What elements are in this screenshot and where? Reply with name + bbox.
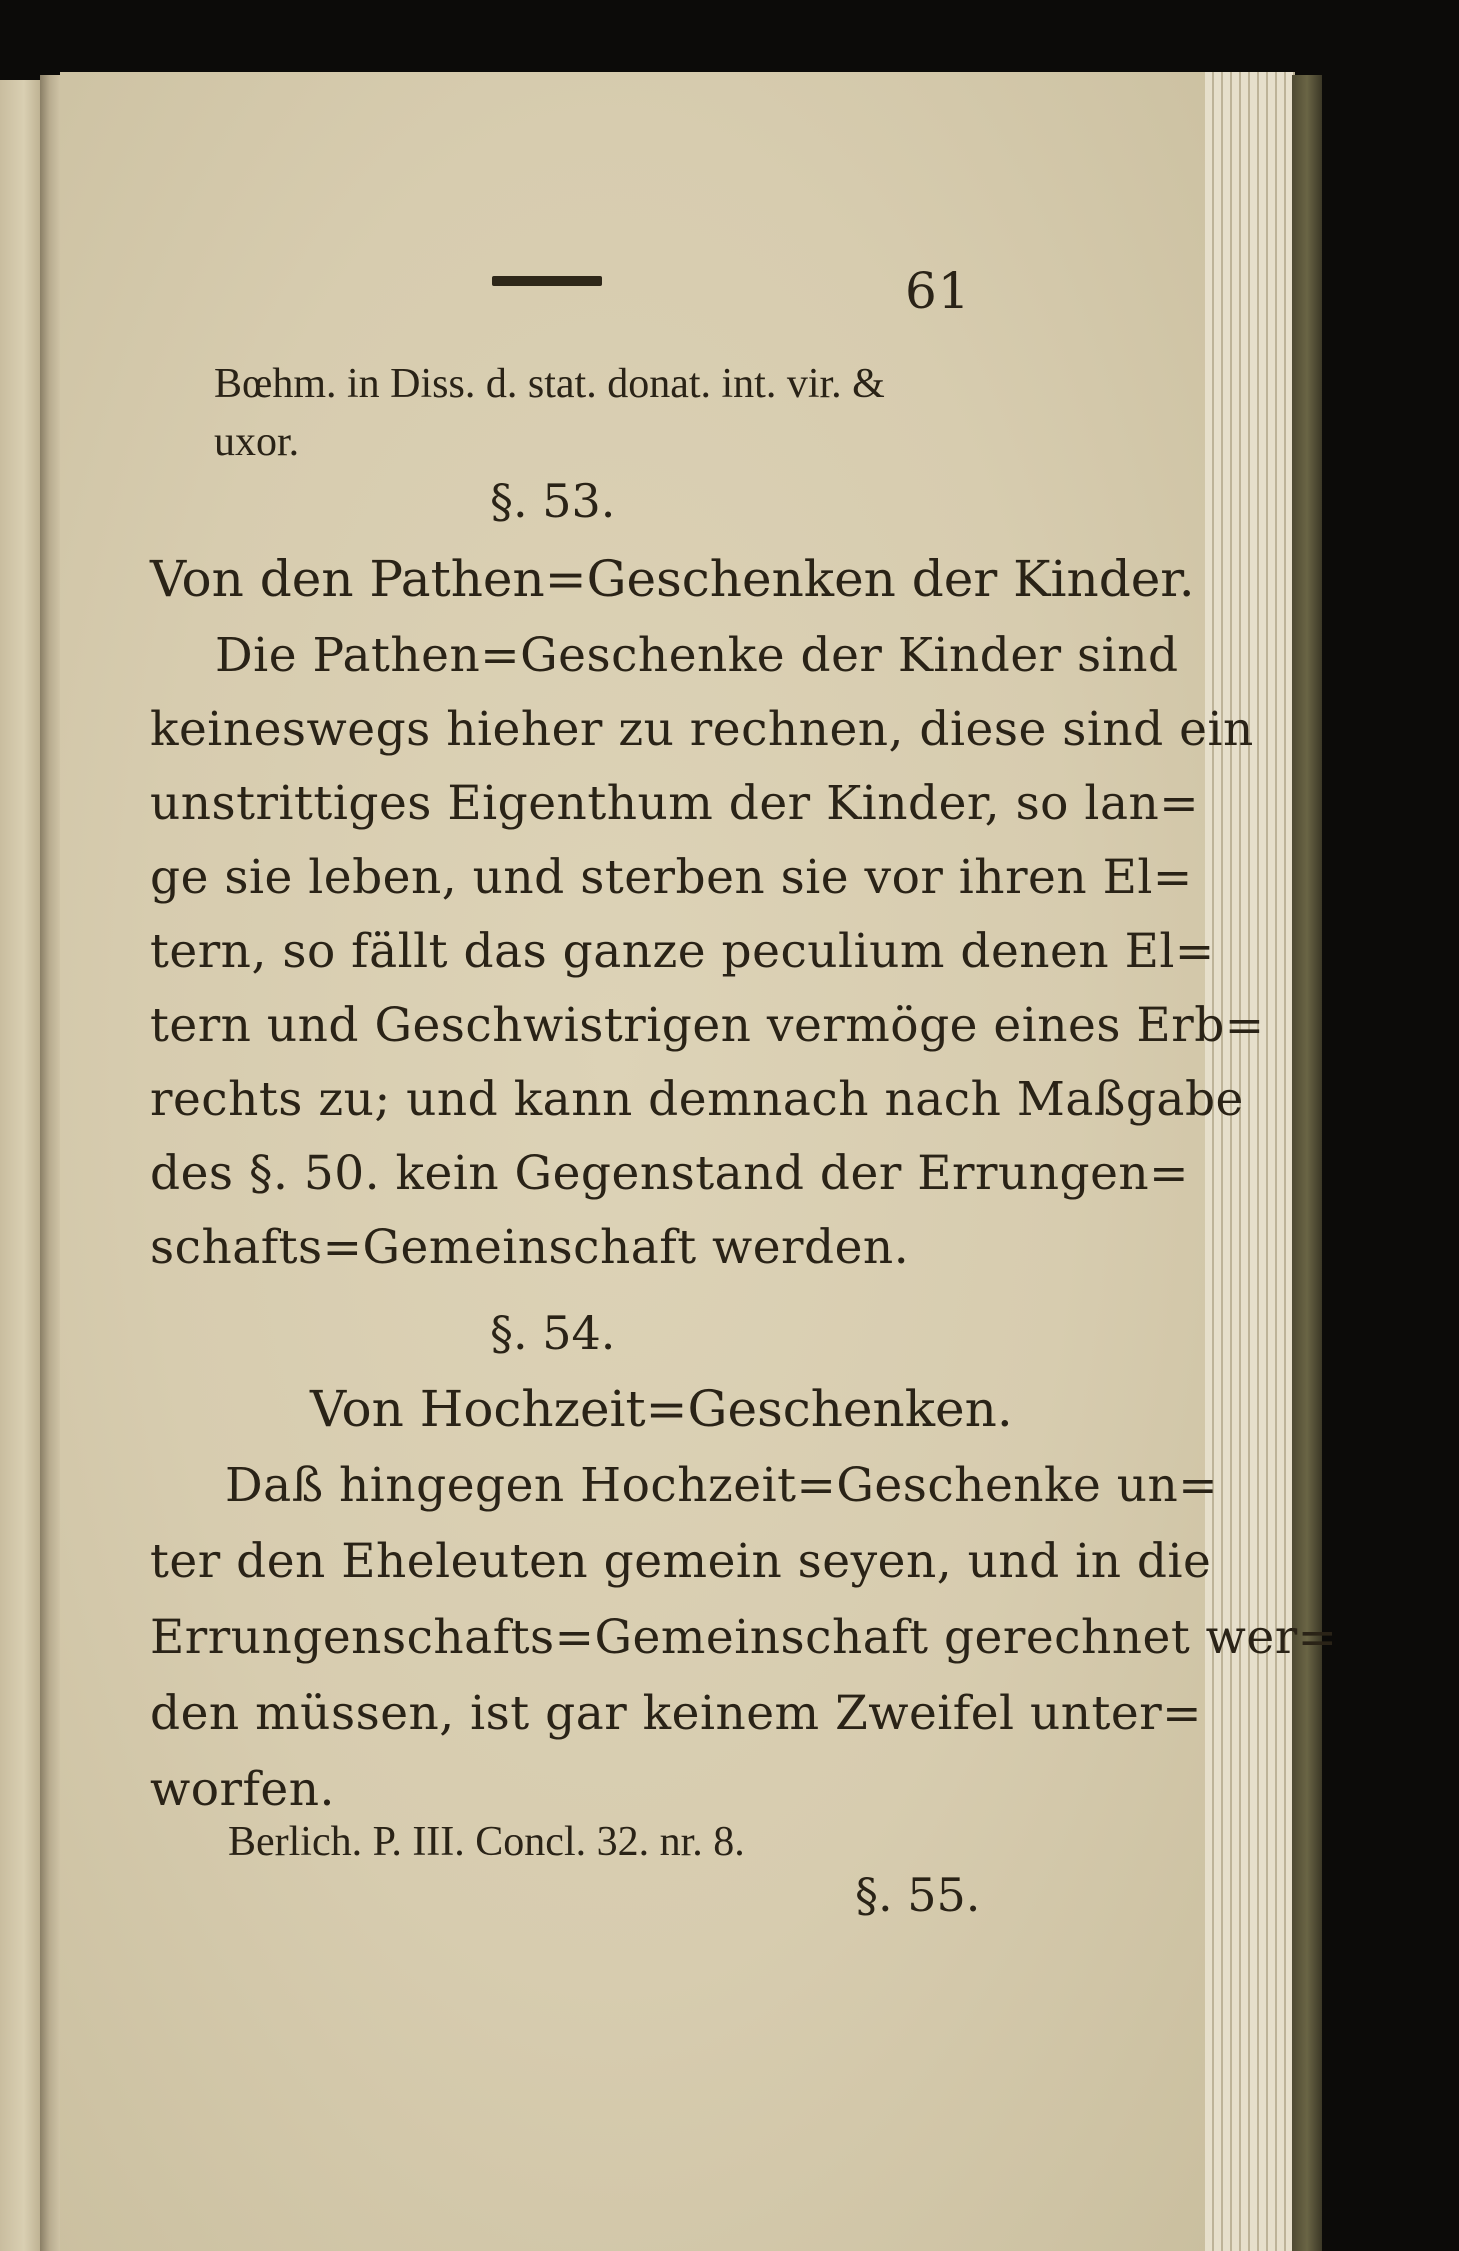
section-53-line: unstrittiges Eigenthum der Kinder, so lan= [150,776,1200,831]
section-54-line: worfen. [150,1762,335,1817]
section-53-number: §. 53. [490,474,616,528]
section-54-line: Errungenschafts=Gemeinschaft gerechnet wer= [150,1610,1338,1665]
page-edges [1205,72,1295,2251]
footnote-line-1: Bœhm. in Diss. d. stat. donat. int. vir. & [214,361,885,407]
section-53-line: keineswegs hieher zu rechnen, diese sind ein [150,702,1254,757]
book-cover-edge [1292,75,1322,2251]
header-rule [492,276,602,286]
catchword: §. 55. [855,1868,981,1922]
section-53-line: ge sie leben, und sterben sie vor ihren El= [150,850,1193,905]
section-54-number: §. 54. [490,1306,616,1360]
section-53-line: tern und Geschwistrigen vermöge eines Erb= [150,998,1265,1053]
section-53-line: Die Pathen=Geschenke der Kinder sind [215,628,1179,683]
book-gutter [40,75,62,2251]
section-54-line: Daß hingegen Hochzeit=Geschenke un= [225,1458,1219,1513]
section-53-line: rechts zu; und kann demnach nach Maßgabe [150,1072,1244,1127]
section-54-line: ter den Eheleuten gemein seyen, und in die [150,1534,1212,1589]
citation: Berlich. P. III. Concl. 32. nr. 8. [228,1819,745,1865]
section-54-title: Von Hochzeit=Geschenken. [310,1380,1013,1438]
page-number: 61 [905,262,971,320]
section-53-line: des §. 50. kein Gegenstand der Errungen= [150,1146,1190,1201]
section-54-line: den müssen, ist gar keinem Zweifel unter= [150,1686,1203,1741]
section-53-line: tern, so fällt das ganze peculium denen El= [150,924,1215,979]
previous-page-edge [0,80,40,2251]
section-53-line: schafts=Gemeinschaft werden. [150,1220,910,1275]
footnote-line-2: uxor. [214,419,300,465]
background [1322,0,1459,2251]
section-53-title: Von den Pathen=Geschenken der Kinder. [150,550,1195,608]
